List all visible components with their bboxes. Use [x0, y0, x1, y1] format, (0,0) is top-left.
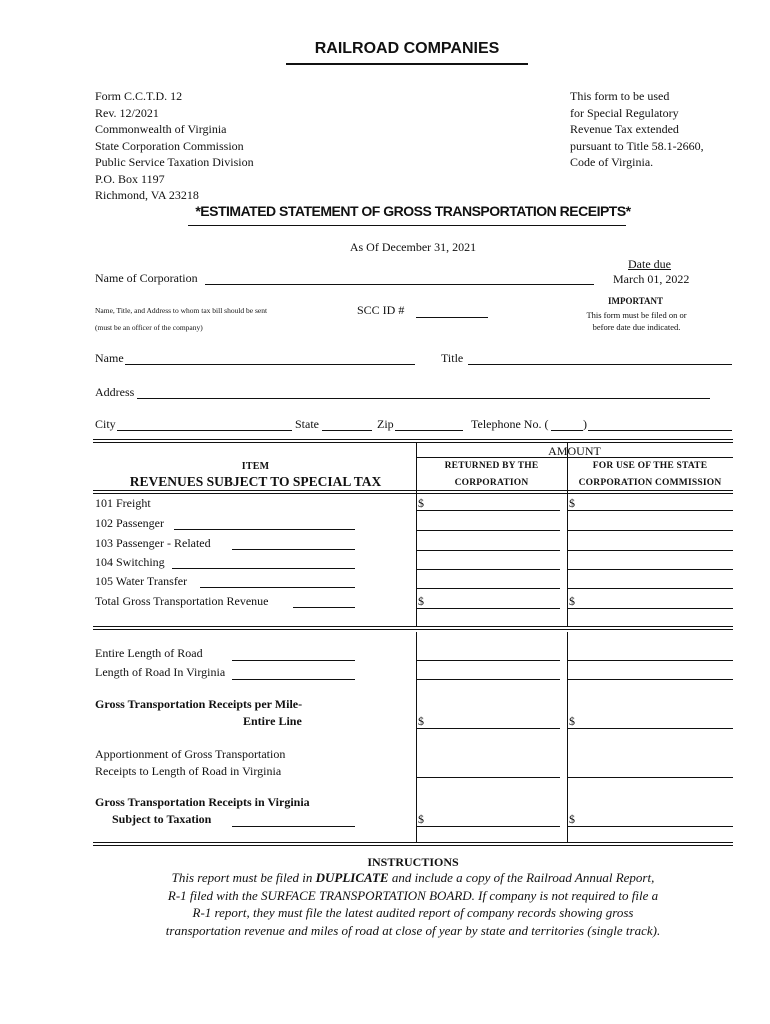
switching-field-2[interactable] [567, 569, 733, 570]
row-apportionment-2: Receipts to Length of Road in Virginia [95, 764, 282, 778]
tax-bill-note: Name, Title, and Address to whom tax bill should be sent [95, 306, 268, 315]
apportionment-field-1[interactable] [416, 777, 560, 778]
col2-header-2: CORPORATION COMMISSION [578, 478, 722, 488]
gtr-virginia-field-2[interactable] [567, 826, 733, 827]
instructions-line-1 [90, 869, 736, 887]
instructions-line-1-pre: This report must be filed in [171, 870, 316, 885]
total-currency-2: $ [569, 594, 575, 608]
passenger-related-field-2[interactable] [567, 550, 733, 551]
middle-rule-2 [93, 629, 733, 630]
col1-header-1: RETURNED BY THE [444, 461, 539, 471]
row-entire-length: Entire Length of Road [95, 646, 203, 660]
telephone-label: Telephone No. ( [471, 417, 549, 431]
zip-field[interactable] [395, 430, 463, 431]
col1-header-2: CORPORATION [454, 478, 529, 488]
instructions-body [90, 869, 736, 939]
passenger-field-2[interactable] [567, 530, 733, 531]
form-info-right [570, 88, 704, 171]
important-line-2: before date due indicated. [592, 322, 681, 332]
passenger-field-1[interactable] [416, 530, 560, 531]
total-item-field[interactable] [293, 607, 355, 608]
entire-length-field-1[interactable] [416, 660, 560, 661]
passenger-related-item-field[interactable] [232, 549, 355, 550]
table-bottom-rule-2 [93, 845, 733, 846]
title-underline [286, 63, 528, 65]
right-line-5: Code of Virginia. [570, 155, 654, 169]
total-field-1[interactable] [416, 608, 560, 609]
amount-header: AMOUNT [548, 444, 601, 458]
row-total: Total Gross Transportation Revenue [95, 594, 269, 608]
row-gtr-per-mile-2: Entire Line [243, 714, 302, 728]
form-revision: Rev. 12/2021 [95, 105, 159, 120]
city-label: City [95, 417, 116, 431]
po-box: P.O. Box 1197 [95, 171, 165, 186]
city-field[interactable] [117, 430, 292, 431]
middle-rule-1 [93, 626, 733, 627]
gtr-virginia-currency-1: $ [418, 812, 424, 826]
gtr-per-mile-currency-1: $ [418, 714, 424, 728]
form-info-left [95, 88, 254, 204]
title-field[interactable] [468, 364, 732, 365]
section-header: REVENUES SUBJECT TO SPECIAL TAX [129, 474, 382, 489]
page-title: RAILROAD COMPANIES [314, 40, 500, 57]
address-field[interactable] [137, 398, 710, 399]
switching-field-1[interactable] [416, 569, 560, 570]
gtr-virginia-currency-2: $ [569, 812, 575, 826]
address-label: Address [95, 385, 135, 399]
freight-currency-1: $ [418, 496, 424, 510]
freight-currency-2: $ [569, 496, 575, 510]
entire-length-item-field[interactable] [232, 660, 355, 661]
zip-label: Zip [377, 417, 394, 431]
water-transfer-field-2[interactable] [567, 588, 733, 589]
total-currency-1: $ [418, 594, 424, 608]
switching-item-field[interactable] [172, 568, 355, 569]
date-due-value: March 01, 2022 [613, 272, 690, 286]
instructions-line-1-post: and include a copy of the Railroad Annual Report, [388, 870, 655, 885]
important-note [570, 309, 703, 333]
officer-note: (must be an officer of the company) [95, 323, 203, 332]
telephone-close-paren: ) [583, 417, 587, 431]
entire-length-field-2[interactable] [567, 660, 733, 661]
row-passenger: 102 Passenger [95, 516, 164, 530]
length-virginia-field-1[interactable] [416, 679, 560, 680]
row-passenger-related: 103 Passenger - Related [95, 536, 211, 550]
length-virginia-item-field[interactable] [232, 679, 355, 680]
right-line-3: Revenue Tax extended [570, 122, 679, 136]
gtr-virginia-item-field[interactable] [232, 826, 355, 827]
commission: State Corporation Commission [95, 138, 244, 153]
row-gtr-virginia-2: Subject to Taxation [112, 812, 212, 826]
gtr-per-mile-field-1[interactable] [416, 728, 560, 729]
instructions-line-4: transportation revenue and miles of road at close of year by state and territories (single track). [165, 922, 661, 938]
header-rule-2 [93, 493, 733, 494]
name-field[interactable] [125, 364, 415, 365]
as-of-date: As Of December 31, 2021 [349, 240, 477, 254]
water-transfer-field-1[interactable] [416, 588, 560, 589]
instructions-title: INSTRUCTIONS [367, 855, 459, 869]
right-line-2: for Special Regulatory [570, 105, 679, 120]
col2-header-1: FOR USE OF THE STATE [592, 461, 708, 471]
state-field[interactable] [322, 430, 372, 431]
instructions-line-3: R-1 report, they must file the latest audited report of company records showing gross [192, 905, 634, 920]
apportionment-field-2[interactable] [567, 777, 733, 778]
amount-header-rule [416, 457, 733, 458]
gtr-per-mile-field-2[interactable] [567, 728, 733, 729]
water-transfer-item-field[interactable] [200, 587, 355, 588]
division: Public Service Taxation Division [95, 155, 254, 169]
gtr-per-mile-currency-2: $ [569, 714, 575, 728]
important-line-1: This form must be filed on or [586, 310, 687, 320]
duplicate-emphasis: DUPLICATE [315, 870, 389, 885]
subtitle-underline [188, 225, 626, 226]
right-line-4: pursuant to Title 58.1-2660, [570, 138, 704, 153]
row-gtr-virginia-1: Gross Transportation Receipts in Virginia [95, 795, 310, 809]
column-divider-left-lower [416, 632, 417, 842]
header-rule-1 [93, 490, 733, 491]
column-divider-mid-lower [567, 632, 568, 842]
date-due-label: Date due [628, 257, 671, 271]
table-top-rule-1 [93, 439, 733, 440]
freight-field-2[interactable] [567, 510, 733, 511]
total-field-2[interactable] [567, 608, 733, 609]
title-label: Title [441, 351, 464, 365]
corporation-name-label: Name of Corporation [95, 271, 198, 285]
table-bottom-rule-1 [93, 842, 733, 843]
statement-title: *ESTIMATED STATEMENT OF GROSS TRANSPORTATION RECEIPTS* [195, 203, 631, 219]
form-number: Form C.C.T.D. 12 [95, 89, 183, 103]
row-switching: 104 Switching [95, 555, 165, 569]
instructions-line-2: R-1 filed with the SURFACE TRANSPORTATION BOARD. If company is not required to file a [167, 887, 659, 903]
corporation-name-field[interactable] [205, 284, 594, 285]
telephone-field[interactable] [588, 430, 732, 431]
city-state: Richmond, VA 23218 [95, 188, 199, 202]
freight-field-1[interactable] [416, 510, 560, 511]
scc-id-field[interactable] [416, 317, 488, 318]
row-apportionment-1: Apportionment of Gross Transportation [95, 747, 286, 761]
row-freight: 101 Freight [95, 496, 151, 510]
item-header: ITEM [241, 461, 270, 472]
name-label: Name [95, 351, 124, 365]
important-title: IMPORTANT [608, 296, 664, 306]
row-length-virginia: Length of Road In Virginia [95, 665, 226, 679]
area-code-field[interactable] [551, 430, 583, 431]
gtr-virginia-field-1[interactable] [416, 826, 560, 827]
length-virginia-field-2[interactable] [567, 679, 733, 680]
row-gtr-per-mile-1: Gross Transportation Receipts per Mile- [95, 697, 303, 711]
scc-id-label: SCC ID # [357, 303, 405, 317]
state-label: State [295, 417, 319, 431]
passenger-related-field-1[interactable] [416, 550, 560, 551]
passenger-item-field[interactable] [174, 529, 355, 530]
right-line-1: This form to be used [570, 89, 670, 103]
commonwealth: Commonwealth of Virginia [95, 122, 227, 136]
row-water-transfer: 105 Water Transfer [95, 574, 188, 588]
